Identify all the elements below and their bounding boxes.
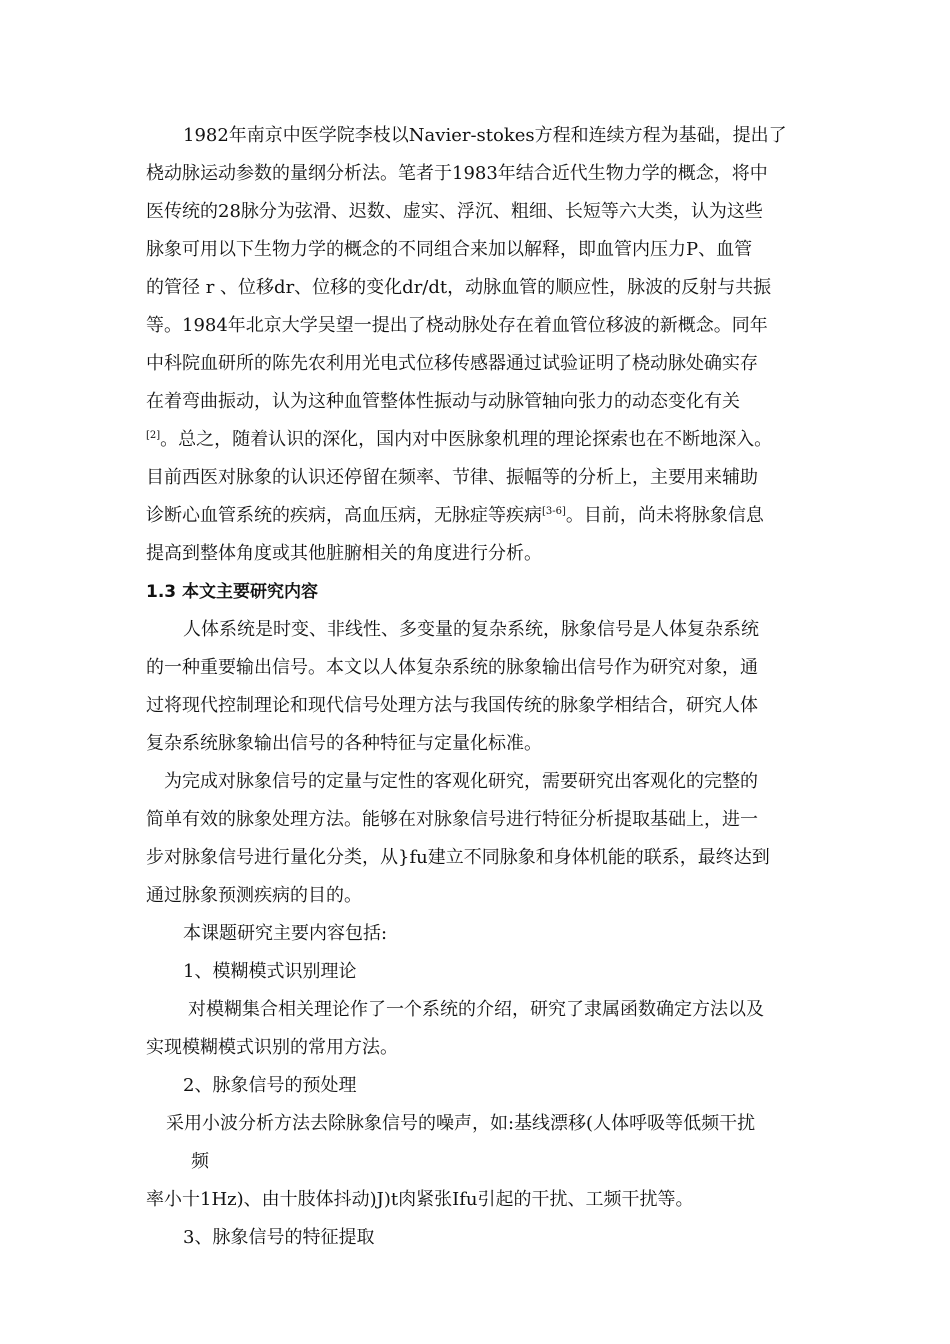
paragraph-1-line-9 bbox=[146, 428, 772, 452]
paragraph-2-line-4: 复杂系统脉象输出信号的各种特征与定量化标准。 bbox=[146, 733, 542, 754]
section-heading: 1.3 本文主要研究内容 bbox=[146, 582, 319, 602]
item-1-line-1: 对模糊集合相关理论作了一个系统的介绍，研究了隶属函数确定方法以及 bbox=[188, 999, 764, 1020]
paragraph-1-line-11-text: 诊断心血管系统的疾病，高血压病，无脉症等疾病 bbox=[146, 505, 542, 526]
paragraph-1-line-6: 等。1984年北京大学吴望一提出了桡动脉处存在着血管位移波的新概念。同年 bbox=[146, 315, 768, 336]
citation-2: [2] bbox=[146, 430, 161, 441]
paragraph-1-line-9-text: 。总之，随着认识的深化，国内对中医脉象机理的理论探索也在不断地深入。 bbox=[160, 429, 773, 450]
paragraph-3-line-2: 简单有效的脉象处理方法。能够在对脉象信号进行特征分析提取基础上，进一 bbox=[146, 809, 758, 830]
item-2-title: 2、脉象信号的预处理 bbox=[183, 1075, 357, 1096]
paragraph-1-line-12: 提高到整体角度或其他脏腑相关的角度进行分析。 bbox=[146, 543, 542, 564]
paragraph-1-line-4: 脉象可用以下生物力学的概念的不同组合来加以解释，即血管内压力P、血管 bbox=[146, 239, 753, 260]
paragraph-1-line-1: 1982年南京中医学院李枝以Navier-stokes方程和连续方程为基础，提出了 bbox=[183, 125, 787, 146]
paragraph-2-line-2: 的一种重要输出信号。本文以人体复杂系统的脉象输出信号作为研究对象，通 bbox=[146, 657, 758, 678]
item-2-line-2: 频 bbox=[191, 1151, 209, 1172]
paragraph-1-line-2: 桡动脉运动参数的量纲分析法。笔者于1983年结合近代生物力学的概念，将中 bbox=[146, 163, 768, 184]
paragraph-1-line-11 bbox=[146, 504, 764, 528]
paragraph-1-line-3: 医传统的28脉分为弦滑、迟数、虚实、浮沉、粗细、长短等六大类，认为这些 bbox=[146, 201, 763, 222]
item-2-line-3: 率小十1Hz)、由十肢体抖动)J)t肉紧张Ifu引起的干扰、工频干扰等。 bbox=[146, 1189, 694, 1210]
paragraph-1-line-5: 的管径 r 、位移dr、位移的变化dr/dt，动脉血管的顺应性，脉波的反射与共振 bbox=[146, 277, 772, 298]
paragraph-2-line-3: 过将现代控制理论和现代信号处理方法与我国传统的脉象学相结合，研究人体 bbox=[146, 695, 758, 716]
paragraph-2-line-1: 人体系统是时变、非线性、多变量的复杂系统，脉象信号是人体复杂系统 bbox=[183, 619, 759, 640]
research-contents-intro: 本课题研究主要内容包括: bbox=[183, 923, 388, 944]
paragraph-1-line-7: 中科院血研所的陈先农利用光电式位移传感器通过试验证明了桡动脉处确实存 bbox=[146, 353, 758, 374]
item-2-line-1: 采用小波分析方法去除脉象信号的噪声，如:基线漂移(人体呼吸等低频干扰 bbox=[166, 1113, 756, 1134]
paragraph-1-line-8: 在着弯曲振动，认为这种血管整体性振动与动脉管轴向张力的动态变化有关 bbox=[146, 391, 740, 412]
paragraph-1-line-11-text-after: 。目前，尚未将脉象信息 bbox=[565, 505, 764, 526]
paragraph-3-line-1: 为完成对脉象信号的定量与定性的客观化研究，需要研究出客观化的完整的 bbox=[164, 771, 758, 792]
paragraph-3-line-4: 通过脉象预测疾病的目的。 bbox=[146, 885, 362, 906]
paragraph-1-line-10: 目前西医对脉象的认识还停留在频率、节律、振幅等的分析上，主要用来辅助 bbox=[146, 467, 758, 488]
item-1-title: 1、模糊模式识别理论 bbox=[183, 961, 357, 982]
item-1-line-2: 实现模糊模式识别的常用方法。 bbox=[146, 1037, 398, 1058]
paragraph-3-line-3: 步对脉象信号进行量化分类，从}fu建立不同脉象和身体机能的联系，最终达到 bbox=[146, 847, 770, 868]
citation-3-6: [3-6] bbox=[542, 506, 566, 517]
item-3-title: 3、脉象信号的特征提取 bbox=[183, 1227, 375, 1248]
